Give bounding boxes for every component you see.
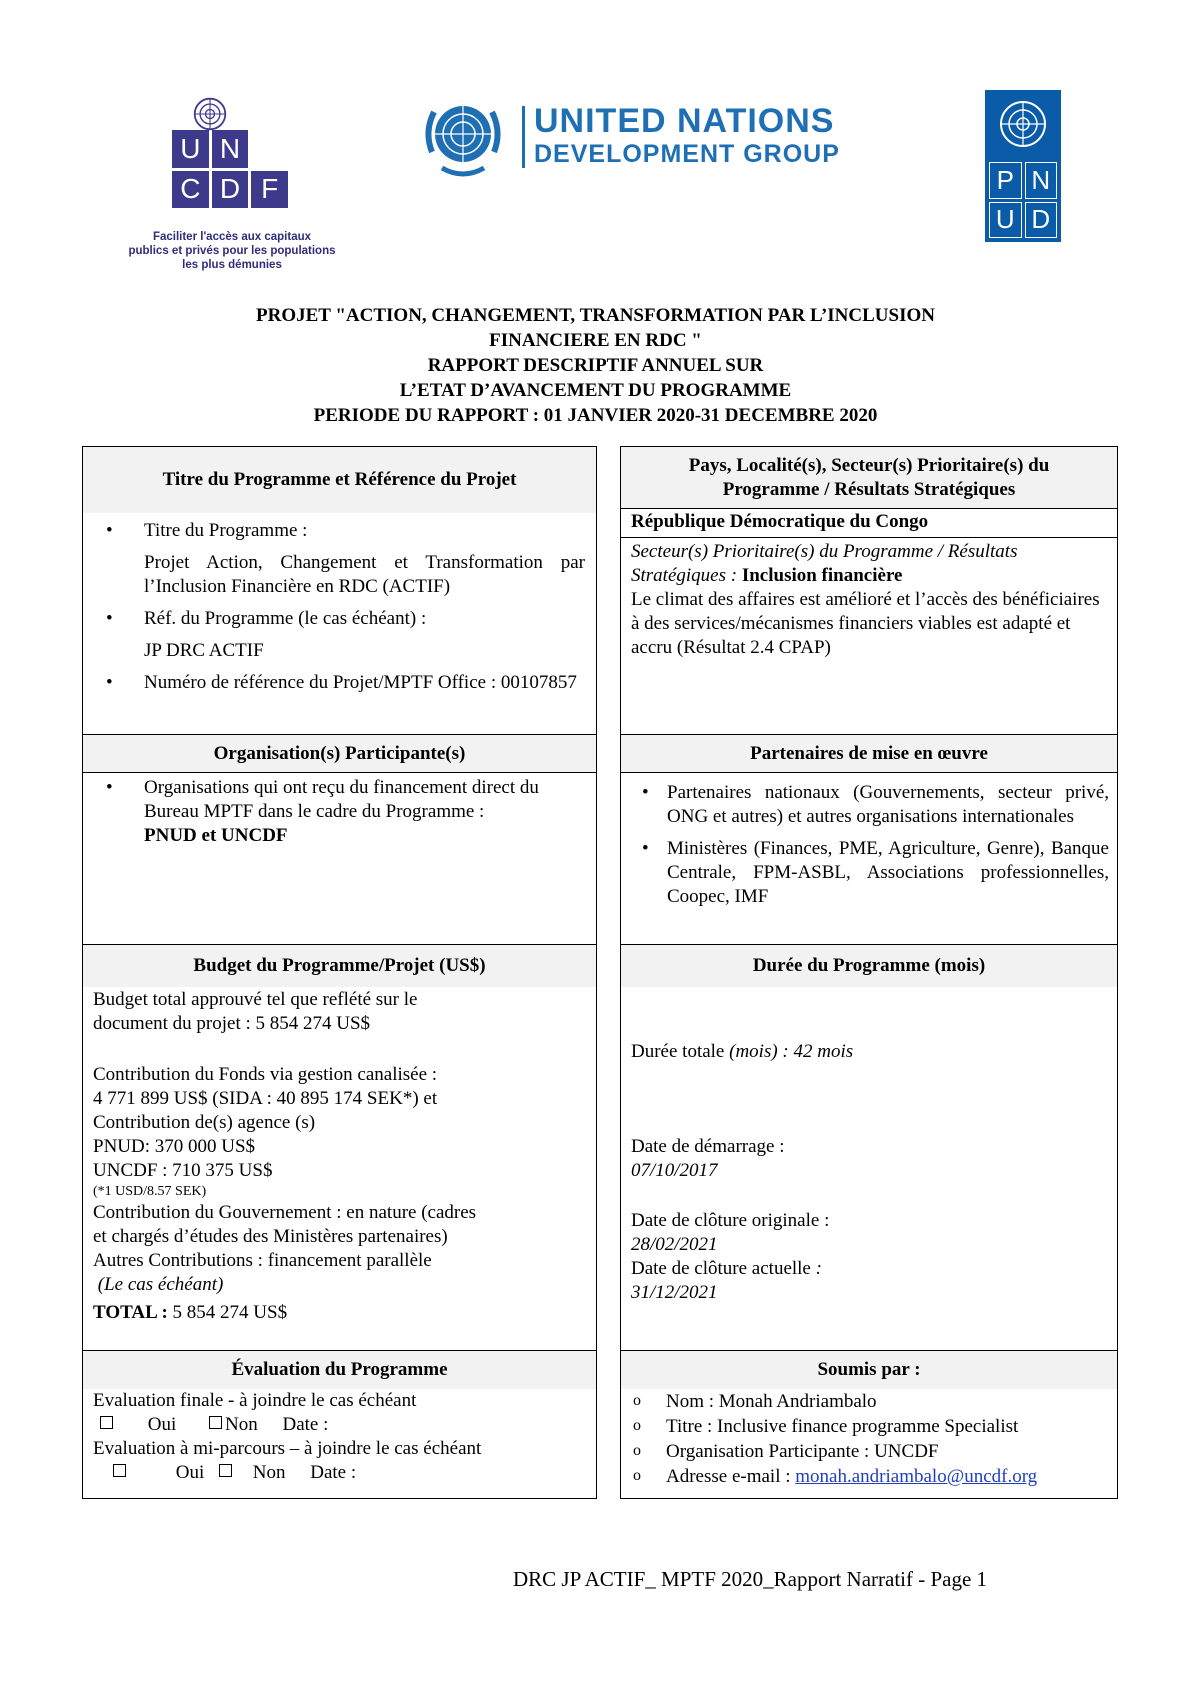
mid-oui-checkbox[interactable] xyxy=(113,1464,126,1477)
participating-organisations-panel xyxy=(82,734,597,945)
pnud-letter: P xyxy=(989,162,1022,199)
organisations-names: PNUD et UNCDF xyxy=(144,825,288,846)
evaluation-content xyxy=(93,1389,593,1485)
original-close-value: 28/02/2021 xyxy=(631,1234,718,1255)
submitter-item: o Organisation Participante : UNCDF xyxy=(621,1439,1111,1464)
uncdf-letter: C xyxy=(172,171,209,209)
non-label: Non xyxy=(252,1462,286,1483)
bullet-item xyxy=(83,671,585,695)
start-date xyxy=(631,1135,785,1183)
bullet-item xyxy=(83,607,585,663)
sector-content xyxy=(631,540,1109,660)
panel-header xyxy=(621,447,1117,508)
non-label: Non xyxy=(225,1414,258,1435)
programme-name: Projet Action, Changement et Transformation par l’Inclusion Financière en RDC (ACTIF) xyxy=(144,552,585,597)
closing-dates xyxy=(631,1209,829,1305)
tagline-line: les plus démunies xyxy=(182,259,282,271)
divider xyxy=(621,508,1117,509)
programme-title-content xyxy=(83,519,585,695)
original-close-label: Date de clôture originale : xyxy=(631,1210,830,1231)
organisations-text: Organisations qui ont reçu du financement direct du Bureau MPTF dans le cadre du Programme : xyxy=(144,777,539,822)
total-value: 5 854 274 US$ xyxy=(167,1302,288,1323)
start-date-label: Date de démarrage : xyxy=(631,1136,785,1157)
divider xyxy=(621,537,1117,538)
tagline-line: Faciliter l'accès aux capitaux xyxy=(152,231,312,243)
budget-line: (Le cas échéant) xyxy=(93,1274,224,1295)
mid-term-evaluation-label: Evaluation à mi-parcours – à joindre le cas échéant xyxy=(93,1438,482,1459)
panel-header: Partenaires de mise en œuvre xyxy=(621,735,1117,773)
uncdf-logo xyxy=(112,92,352,277)
budget-line: Autres Contributions : financement parallèle xyxy=(93,1250,432,1271)
budget-total xyxy=(93,1301,593,1325)
uncdf-blank-cell xyxy=(251,130,288,168)
uncdf-letter: N xyxy=(212,130,249,168)
budget-line xyxy=(93,1036,593,1063)
panel-header: Évaluation du Programme xyxy=(83,1351,596,1389)
un-emblem-icon xyxy=(418,92,508,182)
final-oui-checkbox[interactable] xyxy=(100,1416,113,1429)
strategic-result: Le climat des affaires est amélioré et l’accès des bénéficiaires à des services/mécanismes financiers viables est adapté et accru (Résultat 2.4 CPAP) xyxy=(631,589,1100,658)
bullet-label: Réf. du Programme (le cas échéant) : xyxy=(144,608,427,629)
exchange-rate-note: (*1 USD/8.57 SEK) xyxy=(93,1184,207,1199)
partner-text: Ministères (Finances, PME, Agriculture, Genre), Banque Centrale, FPM-ASBL, Associations professionnelles, Coopec, IMF xyxy=(667,838,1109,907)
budget-line: Contribution de(s) agence (s) xyxy=(93,1112,316,1133)
uncdf-letter: U xyxy=(172,130,209,168)
pnud-letter: N xyxy=(1025,162,1058,199)
partners-content xyxy=(621,781,1109,909)
logo-divider xyxy=(522,106,525,168)
un-emblem-icon xyxy=(997,98,1049,150)
bullet-item xyxy=(83,519,585,599)
bullet-item xyxy=(83,776,588,848)
uncdf-letter: F xyxy=(251,171,288,209)
pnud-letter: U xyxy=(989,202,1022,239)
budget-line: Budget total approuvé tel que reflété sur le xyxy=(93,989,418,1010)
document-title xyxy=(100,303,1091,428)
undg-title: UNITED NATIONS xyxy=(534,102,835,140)
date-label: Date : xyxy=(310,1462,357,1483)
duration-panel xyxy=(620,944,1118,1351)
bullet-item xyxy=(619,781,1109,829)
total-duration xyxy=(631,1040,853,1064)
pnud-letter: D xyxy=(1025,202,1058,239)
country-name xyxy=(631,510,928,534)
final-non-checkbox[interactable] xyxy=(209,1416,222,1429)
sector-value: Inclusion financière xyxy=(741,565,903,586)
uncdf-letter: D xyxy=(212,171,249,209)
actual-close-value: 31/12/2021 xyxy=(631,1282,718,1303)
partner-text: Partenaires nationaux (Gouvernements, secteur privé, ONG et autres) et autres organisations internationales xyxy=(667,782,1109,827)
title-line: FINANCIERE EN RDC " xyxy=(489,330,702,351)
budget-line: PNUD: 370 000 US$ xyxy=(93,1136,256,1157)
mid-non-checkbox[interactable] xyxy=(219,1464,232,1477)
header-line: Programme / Résultats Stratégiques xyxy=(722,479,1016,500)
panel-header: Organisation(s) Participante(s) xyxy=(83,735,596,773)
title-line: PROJET "ACTION, CHANGEMENT, TRANSFORMATION PAR L’INCLUSION xyxy=(256,305,935,326)
uncdf-tagline xyxy=(112,230,352,272)
evaluation-panel xyxy=(82,1350,597,1499)
panel-header: Soumis par : xyxy=(621,1351,1117,1389)
budget-line: 4 771 899 US$ (SIDA : 40 895 174 SEK*) et xyxy=(93,1088,438,1109)
submitter-item: o Nom : Monah Andriambalo xyxy=(621,1389,1111,1414)
colon: : xyxy=(815,1258,822,1279)
total-label: TOTAL : xyxy=(93,1302,168,1323)
uncdf-letter-grid xyxy=(172,130,288,208)
budget-line: document du projet : 5 854 274 US$ xyxy=(93,1013,371,1034)
organisations-content xyxy=(83,776,588,848)
title-line: RAPPORT DESCRIPTIF ANNUEL SUR xyxy=(427,355,764,376)
sector-label: Secteur(s) Prioritaire(s) du Programme / Résultats Stratégiques : xyxy=(631,541,1018,586)
pnud-logo xyxy=(985,90,1061,242)
title-line: PERIODE DU RAPPORT : 01 JANVIER 2020-31 DECEMBRE 2020 xyxy=(313,405,878,426)
email-label: Adresse e-mail : xyxy=(666,1466,796,1487)
title-line: L’ETAT D’AVANCEMENT DU PROGRAMME xyxy=(399,380,792,401)
budget-content xyxy=(93,988,593,1325)
undg-subtitle: DEVELOPMENT GROUP xyxy=(534,140,840,168)
country-sector-panel xyxy=(620,446,1118,735)
duration-label: Durée totale xyxy=(631,1041,730,1062)
oui-label: Oui xyxy=(175,1462,205,1483)
budget-line: Contribution du Fonds via gestion canalisée : xyxy=(93,1064,438,1085)
submitted-by-panel xyxy=(620,1350,1118,1499)
budget-line: UNCDF : 710 375 US$ xyxy=(93,1160,273,1181)
submitter-item: o Titre : Inclusive finance programme Specialist xyxy=(621,1414,1111,1439)
page-footer: DRC JP ACTIF_ MPTF 2020_Rapport Narratif - Page 1 xyxy=(513,1567,988,1591)
undg-logo xyxy=(418,92,858,182)
panel-header: Budget du Programme/Projet (US$) xyxy=(83,945,596,987)
sector-line xyxy=(631,540,1109,588)
panel-header: Titre du Programme et Référence du Projet xyxy=(83,447,596,513)
email-link[interactable]: monah.andriambalo@uncdf.org xyxy=(795,1466,1038,1487)
duration-value: (mois) : 42 mois xyxy=(729,1041,854,1062)
programme-title-panel xyxy=(82,446,597,735)
country-label: République Démocratique du Congo xyxy=(631,511,929,532)
oui-label: Oui xyxy=(147,1414,177,1435)
header-line: Pays, Localité(s), Secteur(s) Prioritaire(s) du xyxy=(688,455,1050,476)
submitter-item xyxy=(621,1464,1111,1489)
programme-ref: JP DRC ACTIF xyxy=(144,640,264,661)
pnud-letter-grid xyxy=(989,162,1057,238)
bullet-label: Titre du Programme : xyxy=(144,520,308,541)
implementing-partners-panel xyxy=(620,734,1118,945)
mid-evaluation-options xyxy=(93,1461,593,1485)
budget-panel xyxy=(82,944,597,1351)
panel-header: Durée du Programme (mois) xyxy=(621,945,1117,987)
submitter-content xyxy=(621,1389,1111,1489)
budget-line: Contribution du Gouvernement : en nature (cadres xyxy=(93,1202,477,1223)
budget-line: et chargés d’études des Ministères partenaires) xyxy=(93,1226,448,1247)
project-number: • Numéro de référence du Projet/MPTF Office : 00107857 xyxy=(144,672,577,693)
final-evaluation-options xyxy=(93,1413,593,1437)
actual-close-label: Date de clôture actuelle xyxy=(631,1258,816,1279)
bullet-item xyxy=(619,837,1109,909)
start-date-value: 07/10/2017 xyxy=(631,1160,718,1181)
tagline-line: publics et privés pour les populations xyxy=(128,245,336,257)
date-label: Date : xyxy=(282,1414,329,1435)
un-emblem-icon xyxy=(192,96,228,132)
actual-close-line xyxy=(631,1257,829,1281)
final-evaluation-label: Evaluation finale - à joindre le cas échéant xyxy=(93,1390,417,1411)
